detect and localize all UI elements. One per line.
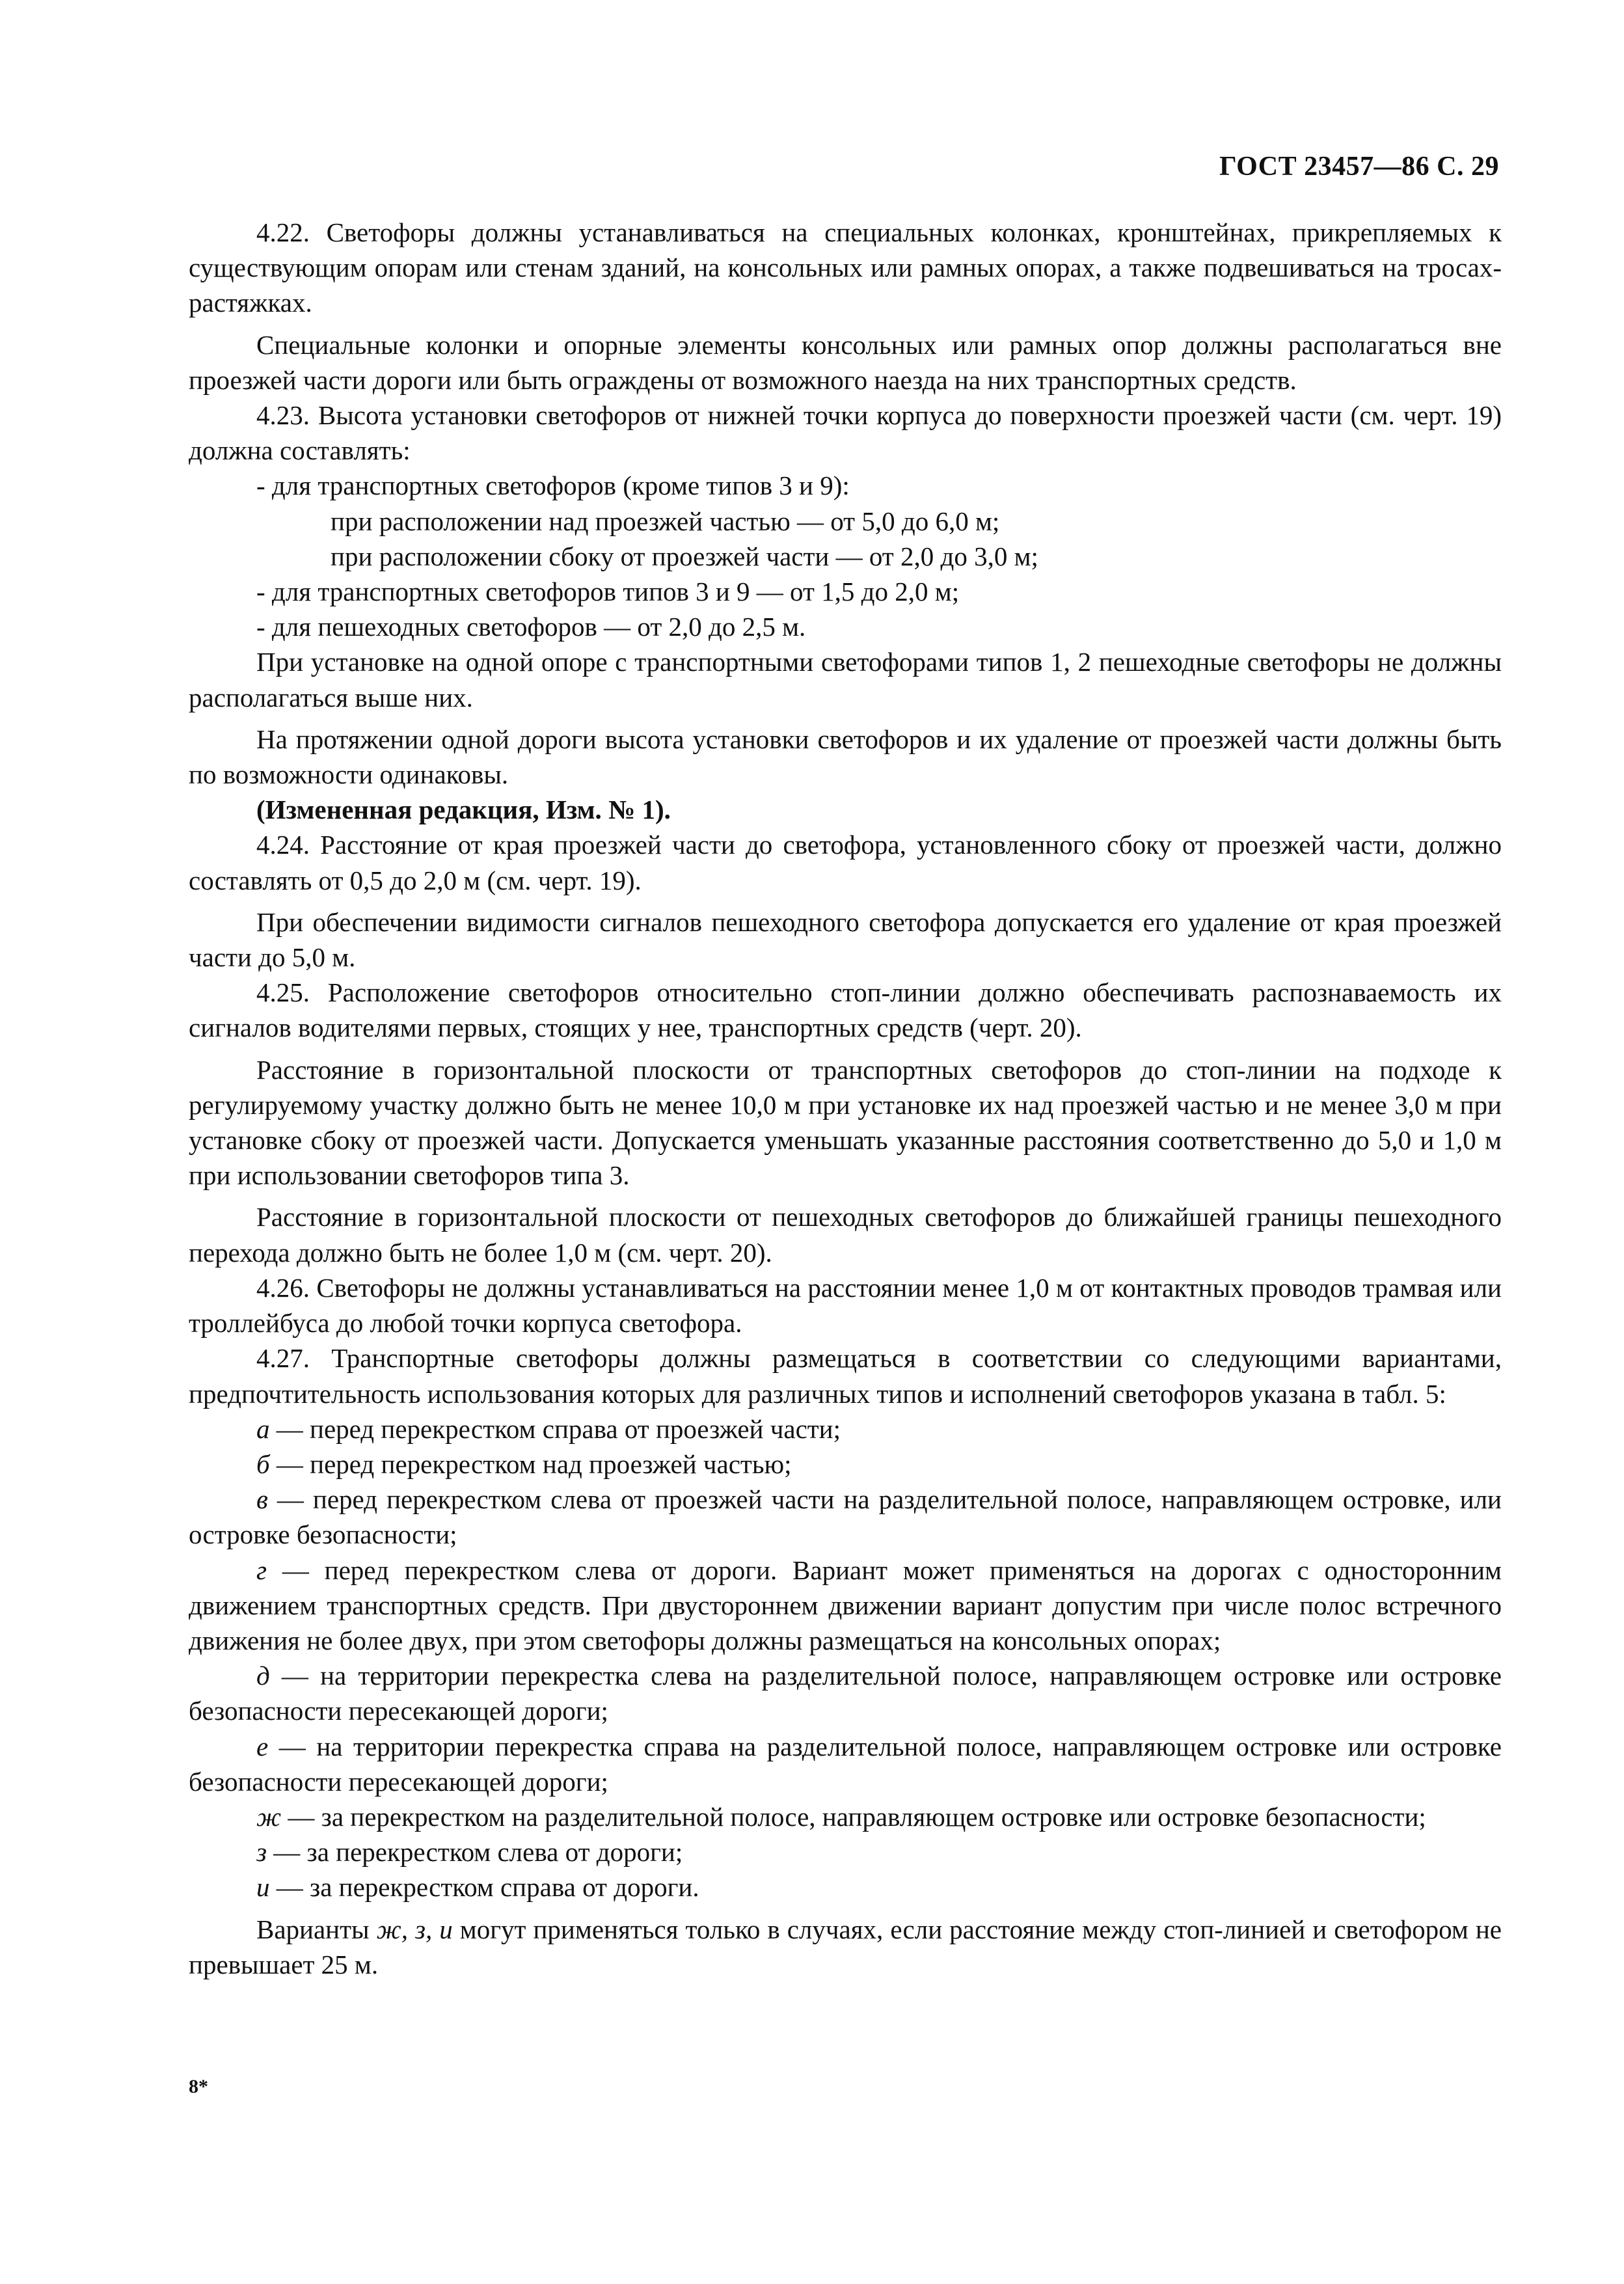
variant-letter: и: [256, 1872, 270, 1903]
variant-text: — перед перекрестком справа от проезжей части;: [269, 1413, 841, 1444]
closing-suffix: могут применяться только в случаях, если расстояние между стоп-линией и светофором не превышает 25 м.: [189, 1914, 1502, 1979]
paragraph-4-22-supports: Специальные колонки и опорные элементы консольных или рамных опор должны располагаться вне проезжей части дороги или быть ограждены от возможного наезда на них транспортных средств.: [189, 329, 1502, 395]
variant-letter: з: [256, 1837, 267, 1868]
variant-letter: в: [256, 1484, 268, 1515]
body-text: [189, 215, 1502, 1982]
paragraph-4-26: 4.26. Светофоры не должны устанавливаться на расстоянии менее 1,0 м от контактных проводов трамвая или троллейбуса до любой точки корпуса светофора.: [189, 1272, 1502, 1339]
variant-text: — за перекрестком слева от дороги;: [267, 1837, 683, 1868]
variant-letter: д: [256, 1661, 270, 1691]
amendment-note: (Измененная редакция, Изм. № 1).: [256, 795, 671, 825]
variant-item: [189, 1658, 1502, 1728]
variant-text: — за перекрестком справа от дороги.: [269, 1872, 699, 1903]
paragraph-4-25-pedestrian-distance: Расстояние в горизонтальной плоскости от пешеходных светофоров до ближайшей границы пешеходного перехода должно быть не более 1,0 м (см. черт. 20).: [189, 1202, 1502, 1268]
closing-paragraph: [189, 1912, 1502, 1982]
variant-text: — перед перекрестком слева от дороги. Вариант может применяться на дорогах с односторонним движением транспортных средств. При двустороннем движении вариант допустим при числе полос встречного движения не более двух, при этом светофоры должны размещаться на консольных опорах;: [189, 1555, 1502, 1655]
closing-variant-letters: ж, з, и: [376, 1914, 453, 1944]
paragraph-4-25: 4.25. Расположение светофоров относительно стоп-линии должно обеспечивать распознаваемость их сигналов водителями первых, стоящих у нее, транспортных средств (черт. 20).: [189, 977, 1502, 1043]
list-item-pedestrian-lights: - для пешеходных светофоров — от 2,0 до 2,5 м.: [256, 612, 806, 642]
variant-item: [189, 1869, 1502, 1905]
variant-letter: г: [256, 1555, 267, 1585]
variant-text: — перед перекрестком слева от проезжей части на разделительной полосе, направляющем островке, или островке безопасности;: [189, 1484, 1502, 1550]
running-head: ГОСТ 23457—86 С. 29: [1219, 152, 1499, 182]
variant-item: [189, 1482, 1502, 1552]
closing-prefix: Варианты: [256, 1914, 377, 1944]
paragraph-4-24: 4.24. Расстояние от края проезжей части до светофора, установленного сбоку от проезжей части, должно составлять от 0,5 до 2,0 м (см. черт. 19).: [189, 830, 1502, 895]
variant-item: [189, 1553, 1502, 1659]
variant-text: — на территории перекрестка справа на разделительной полосе, направляющем островке или островке безопасности пересекающей дороги;: [189, 1731, 1502, 1797]
variant-letter: е: [256, 1731, 269, 1761]
variant-item: [189, 1447, 1502, 1482]
list-item-transport-lights: - для транспортных светофоров (кроме типов 3 и 9):: [256, 470, 850, 501]
paragraph-4-23-uniform: На протяжении одной дороги высота установки светофоров и их удаление от проезжей части должны быть по возможности одинаковы.: [189, 724, 1502, 790]
paragraph-4-23-same-support: При установке на одной опоре с транспортными светофорами типов 1, 2 пешеходные светофоры не должны располагаться выше них.: [189, 647, 1502, 713]
variant-item: [189, 1834, 1502, 1869]
variant-item: [189, 1729, 1502, 1799]
variant-text: — за перекрестком на разделительной полосе, направляющем островке или островке безопасности;: [281, 1801, 1426, 1832]
variant-text: — на территории перекрестка слева на разделительной полосе, направляющем островке или островке безопасности пересекающей дороги;: [189, 1661, 1502, 1726]
variant-text: — перед перекрестком над проезжей частью;: [269, 1448, 792, 1479]
paragraph-4-22: 4.22. Светофоры должны устанавливаться на специальных колонках, кронштейнах, прикрепляемых к существующим опорам или стенам зданий, на консольных или рамных опорах, а также подвешиваться на тросах-растяжках.: [189, 217, 1502, 318]
sub-item-beside-roadway: при расположении сбоку от проезжей части — от 2,0 до 3,0 м;: [331, 541, 1038, 571]
paragraph-4-27: 4.27. Транспортные светофоры должны размещаться в соответствии со следующими вариантами, предпочтительность использования которых для различных типов и исполнений светофоров указана в табл. 5:: [189, 1343, 1502, 1409]
paragraph-4-25-distance: Расстояние в горизонтальной плоскости от транспортных светофоров до стоп-линии на подходе к регулируемому участку должно быть не менее 10,0 м при установке их над проезжей частью и не менее 3,0 м при установке сбоку от проезжей части. Допускается уменьшать указанные расстояния соответственно до 5,0 и 1,0 м при использовании светофоров типа 3.: [189, 1054, 1502, 1191]
sub-item-above-roadway: при расположении над проезжей частью — от 5,0 до 6,0 м;: [331, 506, 1000, 536]
variant-item: [189, 1411, 1502, 1447]
variant-letter: а: [256, 1413, 270, 1444]
variant-item: [189, 1799, 1502, 1834]
paragraph-4-24-pedestrian: При обеспечении видимости сигналов пешеходного светофора допускается его удаление от края проезжей части до 5,0 м.: [189, 906, 1502, 973]
variant-letter: ж: [256, 1801, 282, 1832]
list-item-types-3-9: - для транспортных светофоров типов 3 и 9 — от 1,5 до 2,0 м;: [256, 577, 960, 607]
variant-letter: б: [256, 1448, 270, 1479]
signature-mark: 8*: [189, 2076, 208, 2097]
paragraph-4-23: 4.23. Высота установки светофоров от нижней точки корпуса до поверхности проезжей части (см. черт. 19) должна составлять:: [189, 400, 1502, 466]
